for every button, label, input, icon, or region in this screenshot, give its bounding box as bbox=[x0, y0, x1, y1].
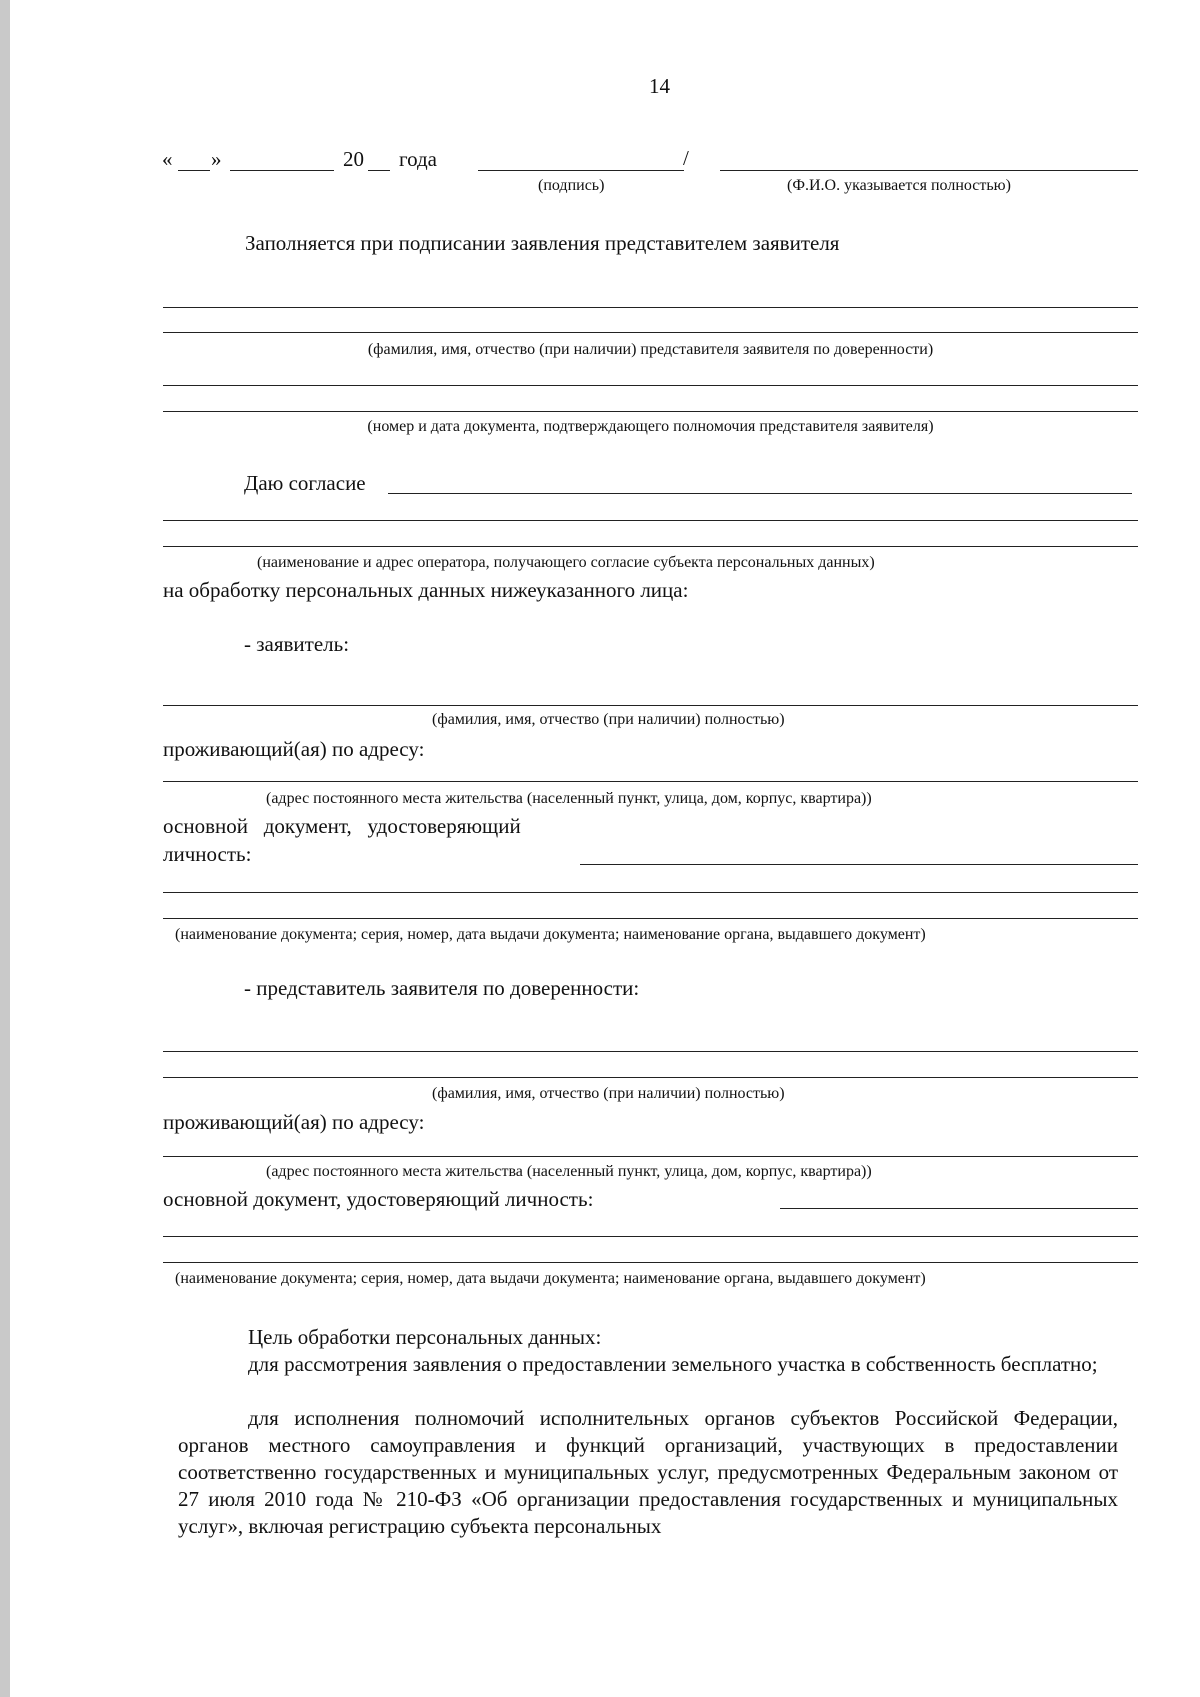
representative-name-line-2[interactable] bbox=[163, 1077, 1138, 1078]
consent-operator-caption: (наименование и адрес оператора, получающего согласие субъекта персональных данных) bbox=[257, 554, 875, 571]
consent-operator-line-2[interactable] bbox=[163, 520, 1138, 521]
date-year-field[interactable] bbox=[368, 170, 390, 171]
scan-edge-shadow bbox=[0, 0, 10, 1697]
representative-heading: Заполняется при подписании заявления представителем заявителя bbox=[245, 231, 840, 255]
rep-doc-line-2[interactable] bbox=[163, 411, 1138, 412]
fio-field[interactable] bbox=[720, 170, 1138, 171]
purpose-item-1-text: для рассмотрения заявления о предоставлении земельного участка в собственность бесплатно; bbox=[248, 1352, 1098, 1376]
signature-caption: (подпись) bbox=[538, 177, 605, 194]
applicant-id-field-3[interactable] bbox=[163, 918, 1138, 919]
rep-name-line-2[interactable] bbox=[163, 332, 1138, 333]
purpose-heading: Цель обработки персональных данных: bbox=[248, 1325, 602, 1349]
applicant-address-label: проживающий(ая) по адресу: bbox=[163, 737, 425, 761]
representative-id-field-2[interactable] bbox=[163, 1236, 1138, 1237]
applicant-name-field[interactable] bbox=[163, 705, 1138, 706]
consent-processing-text: на обработку персональных данных нижеуказанного лица: bbox=[163, 578, 689, 602]
applicant-address-field[interactable] bbox=[163, 781, 1138, 782]
signature-field[interactable] bbox=[478, 170, 684, 171]
purpose-item-1 bbox=[178, 1351, 1118, 1378]
year-suffix: года bbox=[399, 147, 437, 171]
representative-address-label: проживающий(ая) по адресу: bbox=[163, 1110, 425, 1134]
applicant-label: - заявитель: bbox=[244, 632, 350, 656]
page-number: 14 bbox=[649, 74, 670, 98]
purpose-item-2-text: для исполнения полномочий исполнительных органов субъектов Российской Федерации, органов местного самоуправления и функций организаций, участвующих в предоставлении соответственно государственных и муниципальных услуг, предусмотренных Федеральным законом от 27 июля 2010 года № 210-ФЗ «Об организации предоставления государственных и муниципальных услуг», включая регистрацию субъекта персональных bbox=[178, 1406, 1118, 1538]
representative-id-caption: (наименование документа; серия, номер, дата выдачи документа; наименование органа, выдавшего документ) bbox=[175, 1270, 926, 1287]
consent-operator-field[interactable] bbox=[388, 493, 1132, 494]
applicant-address-caption: (адрес постоянного места жительства (населенный пункт, улица, дом, корпус, квартира)) bbox=[266, 790, 872, 807]
applicant-id-field-1[interactable] bbox=[580, 864, 1138, 865]
representative-id-field-3[interactable] bbox=[163, 1262, 1138, 1263]
year-prefix: 20 bbox=[343, 147, 364, 171]
representative-id-label: основной документ, удостоверяющий личность: bbox=[163, 1187, 594, 1211]
fio-caption: (Ф.И.О. указывается полностью) bbox=[787, 177, 1011, 194]
representative-address-caption: (адрес постоянного места жительства (населенный пункт, улица, дом, корпус, квартира)) bbox=[266, 1163, 872, 1180]
applicant-id-label-2: личность: bbox=[163, 842, 252, 866]
date-month-field[interactable] bbox=[230, 170, 334, 171]
rep-doc-line-1[interactable] bbox=[163, 385, 1138, 386]
applicant-id-label-1: основной документ, удостоверяющий bbox=[163, 814, 521, 838]
representative-label: - представитель заявителя по доверенности: bbox=[244, 976, 640, 1000]
applicant-id-caption: (наименование документа; серия, номер, дата выдачи документа; наименование органа, выдавшего документ) bbox=[175, 926, 926, 943]
representative-name-caption: (фамилия, имя, отчество (при наличии) полностью) bbox=[432, 1085, 785, 1102]
rep-name-caption: (фамилия, имя, отчество (при наличии) представителя заявителя по доверенности) bbox=[367, 341, 934, 358]
consent-label: Даю согласие bbox=[244, 471, 366, 495]
rep-name-line-1[interactable] bbox=[163, 307, 1138, 308]
representative-id-field-1[interactable] bbox=[780, 1208, 1138, 1209]
consent-operator-line-3[interactable] bbox=[163, 546, 1138, 547]
date-day-field[interactable] bbox=[178, 170, 210, 171]
representative-address-field[interactable] bbox=[163, 1156, 1138, 1157]
signature-slash: / bbox=[683, 146, 689, 170]
date-quote-close: » bbox=[211, 147, 222, 171]
purpose-item-2 bbox=[178, 1405, 1118, 1540]
rep-doc-caption: (номер и дата документа, подтверждающего полномочия представителя заявителя) bbox=[367, 418, 934, 435]
date-quote-open: « bbox=[162, 147, 173, 171]
representative-name-line-1[interactable] bbox=[163, 1051, 1138, 1052]
applicant-id-field-2[interactable] bbox=[163, 892, 1138, 893]
applicant-name-caption: (фамилия, имя, отчество (при наличии) полностью) bbox=[432, 711, 785, 728]
